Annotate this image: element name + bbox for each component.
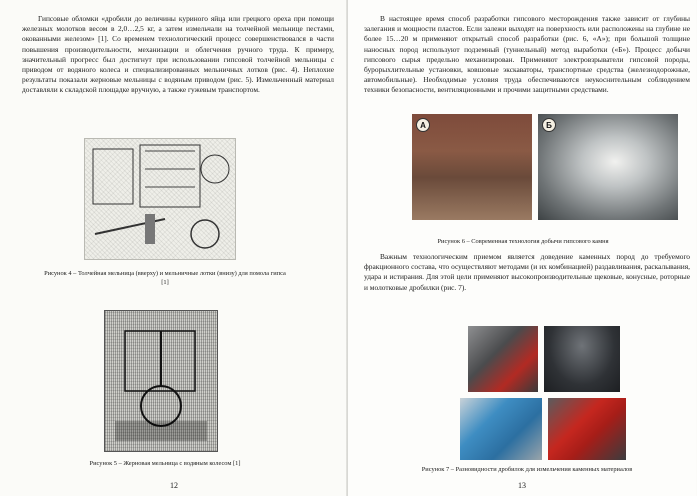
figure-6-label-a: А: [416, 118, 430, 132]
figure-6-label-b: Б: [542, 118, 556, 132]
figure-4-caption: Рисунок 4 – Толчейная мельница (вверху) и мельничные лотки (внизу) для помола гипса [1]: [44, 270, 286, 286]
figure-6b-image: [538, 114, 678, 220]
figure-7-caption: Рисунок 7 – Разновидности дробилок для измельчения каменных материалов: [421, 466, 633, 473]
left-page-number: 12: [170, 481, 178, 490]
figure-4-image: [84, 138, 236, 260]
right-page-number: 13: [518, 481, 526, 490]
figure-7-cone-crusher-image: [544, 326, 620, 392]
figure-7-jaw-crusher-image: [468, 326, 538, 392]
figure-5-caption: Рисунок 5 – Жерновая мельница с водяным колесом [1]: [89, 460, 241, 467]
left-paragraph-1: Гипсовые обломки «дробили до величины куриного яйца или грецкого ореха при помощи железных молотков весом в 2,0…2,5 кг, а затем измельчали на толчейной мельнице пестами, окованными железом» [1]. Со временем технологический процесс совершенствовался в части повышения производительности, механизации и облегчения ручного труда. К примеру, значительный прогресс был достигнут при использовании гипсовой толчейной мельницы с приводом от водяного колеса и специализированных мельничных лотков (рис. 4). Неплохие результаты показали жерновые мельницы с водяным приводом (рис. 5). Измельченный материал доставляли к складской площадке вручную, а также гужевым транспортом.: [22, 14, 334, 95]
figure-7-hammer-crusher-image: [548, 398, 626, 460]
right-paragraph-1: В настоящее время способ разработки гипсового месторождения также зависит от глубины залегания и мощности пластов. Если залежи выходят на поверхность или расположены на глубине не более 15…20 м применяют открытый способ разработки (рис. 6, «А»); при большой толщине наносных пород используют подземный (туннельный) метод выработки («Б»). Процесс добычи гипсового сырья предельно механизирован. Применяют электровзрыватели гипсовой породы, бурорыхлительные установки, ковшовые экскаваторы, транспортные средства (железнодорожные, автомобильные). Необходимые условия труда обеспечиваются неукоснительным соблюдением техники безопасности, вентиляционными и прочими защитными средствами.: [364, 14, 690, 95]
figure-7-rotor-crusher-image: [460, 398, 542, 460]
right-page: [348, 0, 696, 496]
figure-6-caption: Рисунок 6 – Современная технология добычи гипсового камня: [437, 238, 609, 245]
millstone-woodcut-icon: [105, 311, 217, 451]
figure-6a-image: [412, 114, 532, 220]
mill-engraving-icon: [85, 139, 235, 259]
right-paragraph-2: Важным технологическим приемом является доведение каменных пород до требуемого фракционного состава, что осуществляют методами (и их комбинацией) раздавливания, раскалывания, удара и истирания. Для этой цели применяют высокопроизводительные щековые, конусные, роторные и молотковые дробилки (рис. 7).: [364, 252, 690, 292]
figure-5-image: [104, 310, 218, 452]
left-page: [0, 0, 348, 496]
